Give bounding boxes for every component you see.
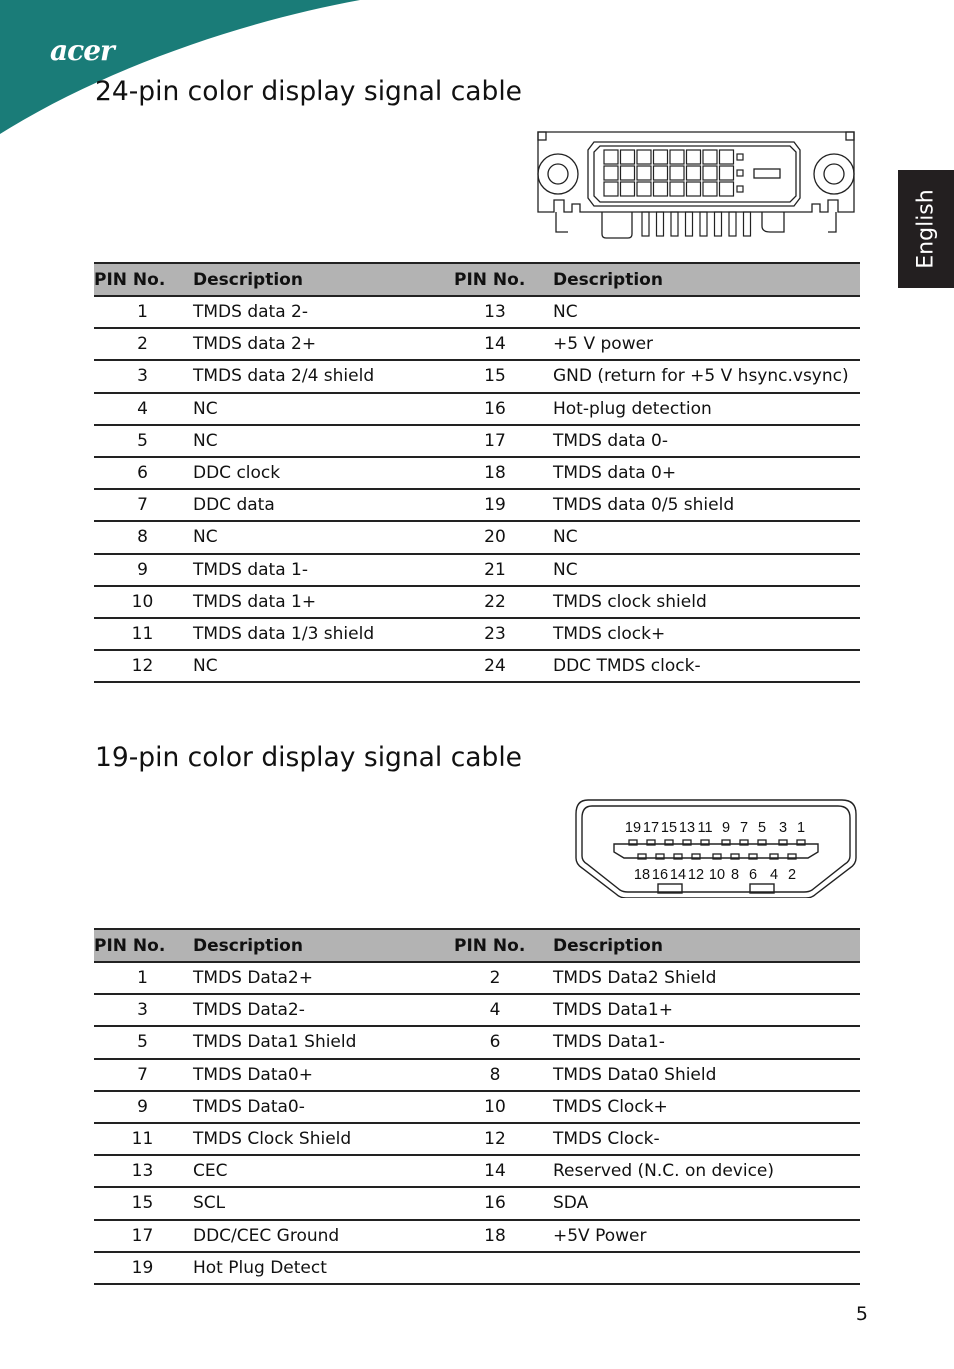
table-row	[94, 1220, 860, 1252]
pin-number: 9	[94, 1091, 191, 1123]
pin-number: 2	[94, 328, 191, 360]
pin-description: NC	[191, 521, 454, 553]
dvi-pin	[637, 166, 651, 180]
hdmi-connector-diagram	[572, 798, 860, 898]
table-row	[94, 1091, 860, 1123]
dvi-pin	[720, 166, 734, 180]
pin-description	[536, 1252, 860, 1284]
pin-number: 4	[454, 994, 536, 1026]
header-pin-no: PIN No.	[454, 263, 536, 296]
pin-description: NC	[536, 521, 860, 553]
table-row	[94, 1026, 860, 1058]
dvi-pin	[604, 166, 618, 180]
hdmi-pin-label-top: 15	[660, 820, 678, 836]
hdmi-pin-label-top: 19	[624, 820, 642, 836]
pin-description: +5V Power	[536, 1220, 860, 1252]
dvi-pin	[604, 182, 618, 196]
hdmi-pin-label-bottom: 18	[633, 867, 651, 883]
pin-number: 1	[94, 296, 191, 328]
pin-description: TMDS Data2 Shield	[536, 962, 860, 994]
pin-description: Hot Plug Detect	[191, 1252, 454, 1284]
pin-number: 13	[454, 296, 536, 328]
page-number: 5	[855, 1303, 868, 1325]
pin-number: 17	[454, 425, 536, 457]
pin-number: 23	[454, 618, 536, 650]
pin-description: TMDS Data0 Shield	[536, 1059, 860, 1091]
pin-number: 21	[454, 554, 536, 586]
dvi-solder-leg	[700, 212, 707, 236]
pin-description: Reserved (N.C. on device)	[536, 1155, 860, 1187]
pin-number: 3	[94, 994, 191, 1026]
dvi-pin	[621, 182, 635, 196]
dvi-pin	[637, 182, 651, 196]
pin-description: TMDS clock shield	[536, 586, 860, 618]
pin-description: TMDS Clock Shield	[191, 1123, 454, 1155]
pin-table-19	[94, 928, 860, 1285]
hdmi-pin-label-top: 13	[678, 820, 696, 836]
dvi-pin	[654, 150, 668, 164]
table-row	[94, 296, 860, 328]
pin-number: 2	[454, 962, 536, 994]
hdmi-pin-label-bottom: 10	[708, 867, 726, 883]
header-description: Description	[191, 263, 454, 296]
dvi-pin	[687, 182, 701, 196]
dvi-pin-small	[737, 154, 743, 160]
pin-description: SDA	[536, 1187, 860, 1219]
dvi-pin	[604, 150, 618, 164]
dvi-solder-leg	[686, 212, 693, 236]
pin-number: 8	[94, 521, 191, 553]
pin-number: 22	[454, 586, 536, 618]
pin-description: DDC/CEC Ground	[191, 1220, 454, 1252]
pin-description: TMDS Clock+	[536, 1091, 860, 1123]
table-row	[94, 457, 860, 489]
pin-number: 11	[94, 618, 191, 650]
pin-description: TMDS data 0-	[536, 425, 860, 457]
table-row	[94, 586, 860, 618]
hdmi-pin-label-bottom: 2	[787, 867, 797, 883]
header-description: Description	[536, 929, 860, 962]
header-description: Description	[191, 929, 454, 962]
hdmi-pin-label-top: 7	[739, 820, 749, 836]
pin-number	[454, 1252, 536, 1284]
pin-number: 4	[94, 393, 191, 425]
hdmi-pin-label-top: 11	[697, 820, 713, 836]
table-row	[94, 1187, 860, 1219]
pin-number: 17	[94, 1220, 191, 1252]
dvi-pin	[621, 150, 635, 164]
table-row	[94, 521, 860, 553]
pin-description: TMDS data 1/3 shield	[191, 618, 454, 650]
hdmi-pin-label-top: 17	[642, 820, 660, 836]
dvi-pin-small	[737, 170, 743, 176]
table-row	[94, 328, 860, 360]
pin-description: SCL	[191, 1187, 454, 1219]
pin-description: NC	[536, 554, 860, 586]
pin-description: TMDS data 0+	[536, 457, 860, 489]
hdmi-pin-label-bottom: 16	[651, 867, 669, 883]
dvi-connector-diagram	[532, 128, 860, 240]
pin-number: 18	[454, 457, 536, 489]
pin-number: 15	[454, 360, 536, 392]
pin-description: NC	[536, 296, 860, 328]
language-tab-label: English	[913, 189, 939, 269]
pin-number: 5	[94, 1026, 191, 1058]
table-header-row	[94, 263, 860, 296]
pin-number: 12	[94, 650, 191, 682]
pin-number: 19	[94, 1252, 191, 1284]
header-pin-no: PIN No.	[94, 929, 191, 962]
pin-number: 15	[94, 1187, 191, 1219]
pin-description: TMDS Data1 Shield	[191, 1026, 454, 1058]
pin-description: TMDS data 1+	[191, 586, 454, 618]
pin-number: 7	[94, 1059, 191, 1091]
pin-description: TMDS clock+	[536, 618, 860, 650]
pin-description: DDC data	[191, 489, 454, 521]
table-row	[94, 650, 860, 682]
table-row	[94, 994, 860, 1026]
pin-number: 11	[94, 1123, 191, 1155]
dvi-pin	[670, 166, 684, 180]
dvi-pin	[670, 182, 684, 196]
section1-title: 24-pin color display signal cable	[95, 76, 522, 107]
dvi-pin	[670, 150, 684, 164]
dvi-pin	[703, 166, 717, 180]
dvi-pin	[621, 166, 635, 180]
hdmi-pin-label-bottom: 12	[687, 867, 705, 883]
dvi-solder-leg	[729, 212, 736, 236]
pin-number: 7	[94, 489, 191, 521]
pin-number: 14	[454, 328, 536, 360]
hdmi-pin-label-top: 1	[796, 820, 806, 836]
pin-description: TMDS data 2/4 shield	[191, 360, 454, 392]
pin-description: NC	[191, 650, 454, 682]
hdmi-pin-label-bottom: 14	[669, 867, 687, 883]
table-row	[94, 1059, 860, 1091]
pin-description: +5 V power	[536, 328, 860, 360]
pin-description: TMDS data 2+	[191, 328, 454, 360]
table-row	[94, 1123, 860, 1155]
hdmi-pin-label-bottom: 4	[769, 867, 779, 883]
pin-number: 13	[94, 1155, 191, 1187]
section2-title: 19-pin color display signal cable	[95, 742, 522, 773]
pin-description: TMDS data 2-	[191, 296, 454, 328]
acer-logo: acer	[50, 34, 114, 67]
pin-description: GND (return for +5 V hsync.vsync)	[536, 360, 860, 392]
dvi-pin-small	[737, 186, 743, 192]
table-row	[94, 360, 860, 392]
pin-number: 10	[94, 586, 191, 618]
header-pin-no: PIN No.	[94, 263, 191, 296]
pin-number: 14	[454, 1155, 536, 1187]
pin-description: DDC TMDS clock-	[536, 650, 860, 682]
pin-description: CEC	[191, 1155, 454, 1187]
pin-number: 18	[454, 1220, 536, 1252]
hdmi-pin-label-top: 9	[721, 820, 731, 836]
pin-description: DDC clock	[191, 457, 454, 489]
hdmi-pin-label-top: 5	[757, 820, 767, 836]
table-row	[94, 425, 860, 457]
dvi-solder-leg	[715, 212, 722, 236]
pin-number: 16	[454, 1187, 536, 1219]
table-row	[94, 1155, 860, 1187]
hdmi-pin-label-top: 3	[778, 820, 788, 836]
hdmi-pin-label-bottom: 6	[748, 867, 758, 883]
header-pin-no: PIN No.	[454, 929, 536, 962]
pin-number: 12	[454, 1123, 536, 1155]
pin-description: TMDS data 0/5 shield	[536, 489, 860, 521]
pin-number: 9	[94, 554, 191, 586]
dvi-pin	[703, 182, 717, 196]
pin-number: 3	[94, 360, 191, 392]
language-tab	[898, 170, 954, 288]
hdmi-pin-label-bottom: 8	[730, 867, 740, 883]
pin-number: 8	[454, 1059, 536, 1091]
pin-description: TMDS Clock-	[536, 1123, 860, 1155]
pin-number: 16	[454, 393, 536, 425]
table-header-row	[94, 929, 860, 962]
pin-description: TMDS Data1+	[536, 994, 860, 1026]
dvi-solder-leg	[657, 212, 664, 236]
table-row	[94, 554, 860, 586]
dvi-pin	[720, 182, 734, 196]
pin-number: 6	[94, 457, 191, 489]
pin-description: NC	[191, 393, 454, 425]
pin-number: 10	[454, 1091, 536, 1123]
pin-number: 24	[454, 650, 536, 682]
pin-description: TMDS data 1-	[191, 554, 454, 586]
dvi-pin	[687, 150, 701, 164]
pin-description: TMDS Data2+	[191, 962, 454, 994]
pin-description: TMDS Data2-	[191, 994, 454, 1026]
pin-number: 1	[94, 962, 191, 994]
pin-number: 6	[454, 1026, 536, 1058]
table-row	[94, 1252, 860, 1284]
pin-number: 5	[94, 425, 191, 457]
pin-description: TMDS Data0+	[191, 1059, 454, 1091]
header-description: Description	[536, 263, 860, 296]
pin-description: TMDS Data0-	[191, 1091, 454, 1123]
pin-number: 20	[454, 521, 536, 553]
pin-description: Hot-plug detection	[536, 393, 860, 425]
table-row	[94, 393, 860, 425]
dvi-solder-leg	[671, 212, 678, 236]
dvi-pin	[687, 166, 701, 180]
dvi-pin	[637, 150, 651, 164]
table-row	[94, 489, 860, 521]
dvi-pin	[720, 150, 734, 164]
dvi-pin	[703, 150, 717, 164]
dvi-pin	[654, 166, 668, 180]
table-row	[94, 618, 860, 650]
pin-number: 19	[454, 489, 536, 521]
corner-swoosh	[0, 0, 360, 140]
table-row	[94, 962, 860, 994]
pin-table-24	[94, 262, 860, 683]
dvi-solder-leg	[744, 212, 751, 236]
dvi-pin	[654, 182, 668, 196]
pin-description: TMDS Data1-	[536, 1026, 860, 1058]
pin-description: NC	[191, 425, 454, 457]
dvi-solder-leg	[642, 212, 649, 236]
